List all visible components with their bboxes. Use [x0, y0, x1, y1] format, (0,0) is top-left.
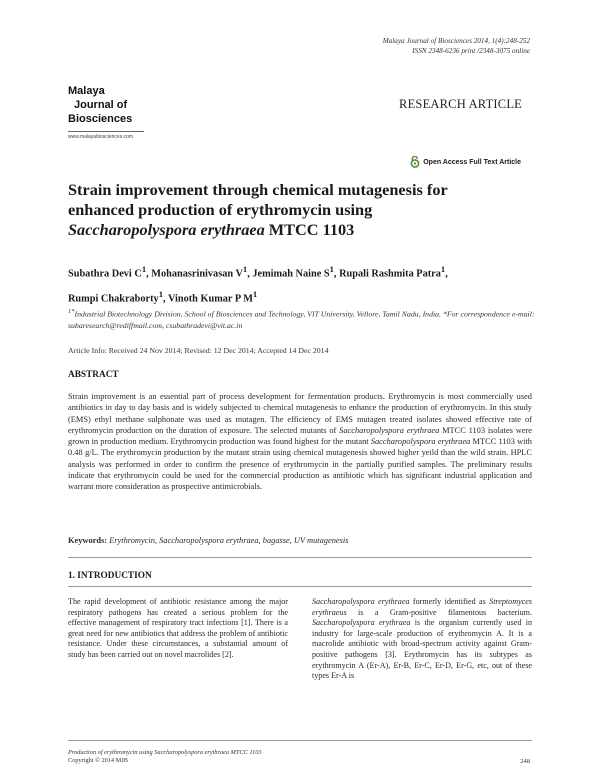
open-access-label: Open Access Full Text Article [423, 158, 521, 166]
open-access-badge[interactable] [410, 156, 521, 168]
species-name: Saccharopolyspora erythraea [312, 618, 411, 628]
author-line-1: Subathra Devi $C^1$, Mohanasrinivasan $V^1$, Jemimah Naine $S^1$, Rupali Rashmita Patra$^1$, [68, 264, 448, 280]
section-divider [68, 586, 532, 587]
author-name: Subathra Devi C [68, 268, 142, 280]
author-line-2: Rumpi Chakraborty$^1$, Vinoth Kumar P $M^1$ [68, 289, 258, 305]
footer-copyright: Copyright © 2014 MJB [68, 757, 128, 764]
article-info: Article Info: Received 24 Nov 2014; Revised: 12 Dec 2014; Accepted 14 Dec 2014 [68, 346, 329, 355]
intro-text: formerly identified as [409, 597, 490, 606]
abstract-text: MTCC 1103 isolates were grown in production medium. Erythromycin production was found highest for the mutant [68, 425, 532, 447]
author-list [68, 259, 538, 310]
author-sup: 1 [158, 289, 163, 300]
abstract-species: Saccharopolyspora erythraea [339, 425, 440, 435]
title-line-1: Strain improvement through chemical mutagenesis for [68, 180, 448, 199]
journal-issn: ISSN 2348-6236 print /2348-3075 online [412, 47, 530, 55]
affiliation-text: Industrial Biotechnology Division, School of Biosciences and Technology, VIT University, Vellore, Tamil Nadu, India. *For correspondence e-mail: subaresearch@rediffmail.com, csubathradevi@vit.ac.in [68, 309, 535, 330]
affiliation [68, 306, 538, 331]
title-line-3 [68, 220, 538, 240]
footer-title-text: Production of erythromycin using Saccharopolyspora erythraea MTCC 1103 [68, 749, 262, 756]
title-species: Saccharopolyspora erythraea [68, 220, 265, 239]
author-name: Mohanasrinivasan V [151, 268, 243, 280]
keywords-text: Erythromycin, Saccharopolyspora erythraea, bagasse, UV mutagenesis [107, 536, 349, 545]
article-type: RESEARCH ARTICLE [399, 97, 522, 111]
logo-line-3: Biosciences [68, 113, 133, 125]
author-name: Vinoth Kumar P M [167, 293, 253, 305]
title-line-2: enhanced production of erythromycin using [68, 200, 373, 219]
species-name: Saccharopolyspora erythraea [312, 597, 410, 606]
affiliation-sup: 1* [68, 308, 75, 315]
introduction-heading: 1. INTRODUCTION [68, 571, 152, 581]
abstract-text: Strain improvement is an essential part of process development for fermentation products. Erythromycin is most commercially used antibiotics in day to day basis and is widely subjected to chemical mutagenesis to enhance the production of erythromycin. In this study (EMS) ethyl methane sulphonate was used as mutagen. The efficiency of EMS mutagen treated isolates showed effective rate of erythromycin production on the duration of exposure. The selected mutants of [68, 392, 532, 435]
journal-reference [383, 36, 530, 56]
author-name: Rumpi Chakraborty [68, 293, 159, 305]
abstract-body [68, 391, 532, 493]
intro-text: is the organism currently used in industry for large-scale production of erythromycin A. It is a macrolide antibiotic with broad-spectrum activity against Gram-positive pathogens [3]. Erythromycin has its subtypes as erythromycin A (Er-A), Er-B, Er-C, Er-D, Er-G, etc, out of these types Er-A is [312, 618, 532, 681]
journal-citation: Malaya Journal of Biosciences 2014, 1(4):248-252 [382, 37, 530, 45]
keywords-label: Keywords: [68, 536, 108, 545]
section-divider [68, 557, 532, 558]
logo-line-1: Malaya [68, 85, 105, 97]
logo-divider [68, 131, 144, 132]
footer-title [68, 749, 262, 757]
title-strain: MTCC 1103 [264, 220, 355, 239]
author-sup: 1 [242, 264, 248, 274]
abstract-heading: ABSTRACT [68, 370, 119, 380]
species-name: Streptomyces erythraeus [312, 597, 532, 617]
author-sup: 1 [440, 264, 446, 274]
author-sup: 1 [329, 264, 334, 274]
author-name: Rupali Rashmita Patra [339, 268, 441, 280]
journal-logo [68, 84, 132, 126]
page-footer [68, 749, 262, 765]
author-name: Jemimah Naine S [252, 268, 330, 280]
footer-divider [68, 740, 532, 741]
abstract-species: Saccharopolyspora erythraea [370, 437, 471, 447]
logo-line-2: Journal of [74, 99, 128, 111]
author-sup: 1 [252, 289, 258, 300]
page-number: 248 [520, 758, 530, 765]
journal-url: www.malayabiosciences.com [68, 134, 134, 140]
open-access-icon [410, 156, 420, 168]
author-sup: 1 [141, 264, 147, 274]
intro-column-2 [312, 597, 532, 682]
intro-column-1: The rapid development of antibiotic resistance among the major respiratory pathogens has created a serious problem for the effective management of respiratory tract infections [1]. There is a great need for new antibiotics that address the problem of antibiotic resistance. Under these circumstances, a substantial amount of study has been carried out on novel macrolides [2]. [68, 597, 288, 659]
intro-text: is a Gram-positive filamentous bacterium. [346, 607, 532, 617]
abstract-text: MTCC 1103 with 0.48 g/L. The erythromycin production by the mutant strain using chemical mutagenesis showed higher yeild than the wild strain. HPLC analysis was performed in order to confirm the presence of erythromycin in the partially purified samples. The preliminary results indicate that erythromycin could be used for the commercial production as antibiotic which has significant industrial application and warrant more consideration as prospective antimicrobials. [68, 437, 532, 492]
keywords [68, 535, 532, 546]
paper-title [68, 180, 538, 240]
